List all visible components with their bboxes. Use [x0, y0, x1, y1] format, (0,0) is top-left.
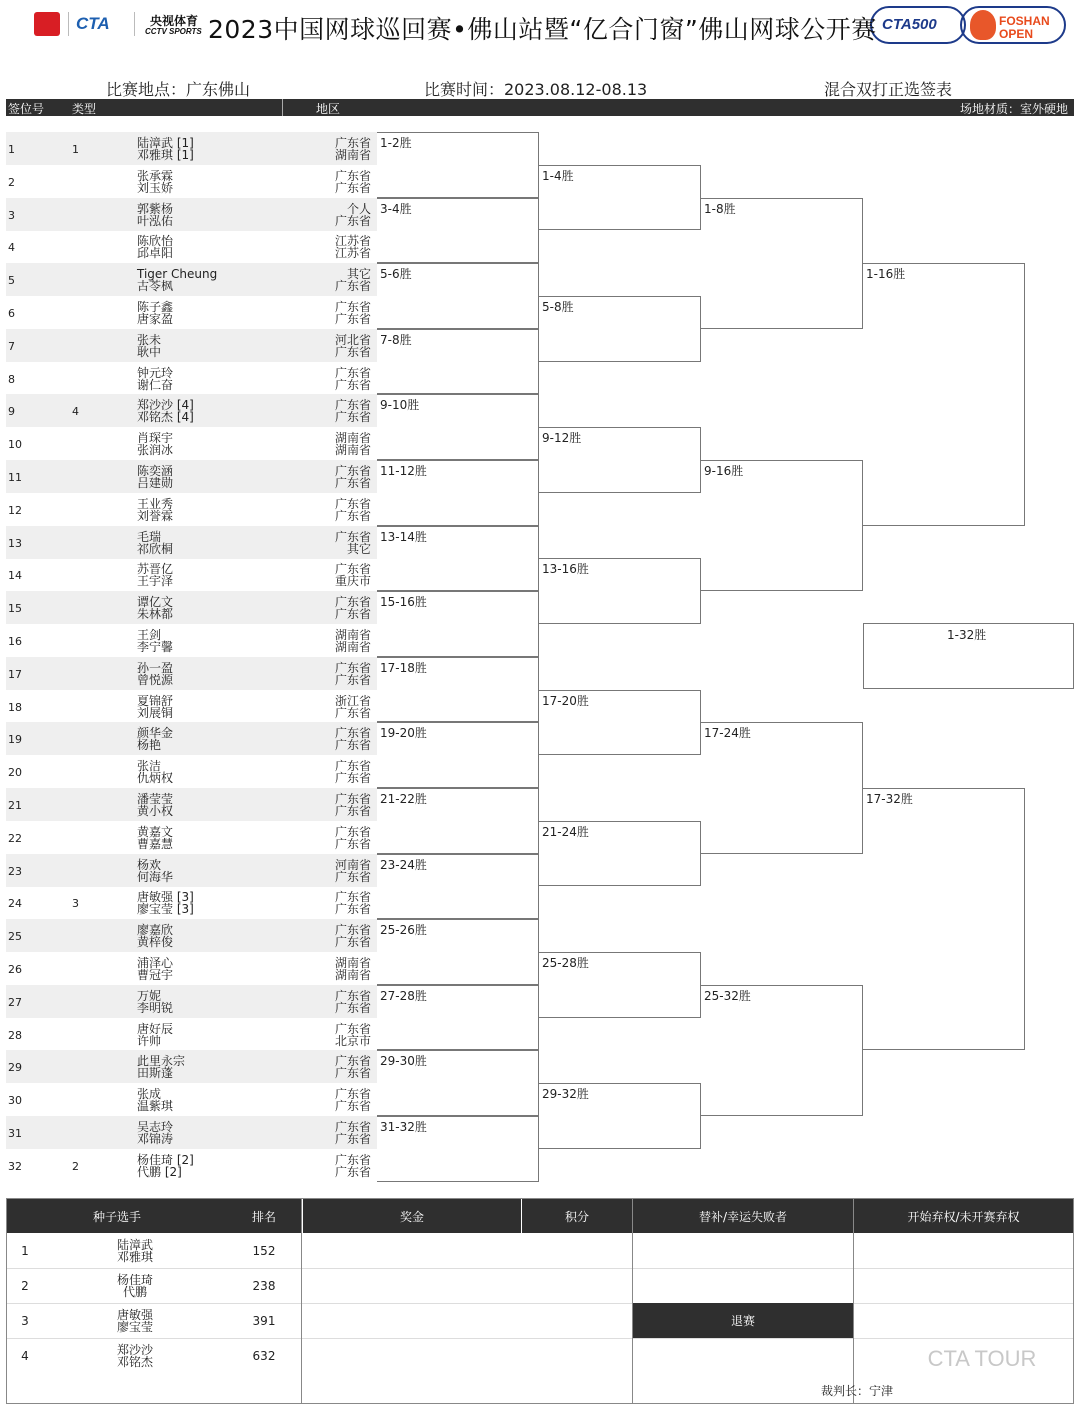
draw-row: [6, 1018, 377, 1051]
bracket-r3-box: [701, 722, 863, 853]
draw-position: 21: [8, 799, 22, 812]
player-2-region: 广东省: [334, 377, 371, 392]
player-1-region: 广东省: [334, 1087, 371, 1102]
draw-row: [6, 722, 377, 755]
bracket-r1-label: 27-28胜: [380, 988, 427, 1003]
col-type: 类型: [72, 102, 97, 116]
player-1-region: 广东省: [334, 988, 371, 1003]
surface-text: 场地材质：室外硬地: [959, 102, 1068, 116]
draw-position: 2: [8, 175, 15, 189]
seeds-header-points: 积分: [522, 1199, 632, 1233]
player-2-region: 湖南省: [334, 148, 371, 162]
player-1-region: 浙江省: [334, 693, 371, 708]
seed-ranking: 238: [252, 1278, 276, 1293]
player-1-name: 夏锦舒: [137, 693, 174, 708]
draw-row: [6, 919, 377, 952]
player-2-region: 广东省: [334, 738, 371, 753]
player-1-region: 广东省: [334, 562, 371, 577]
player-2-name: 黄梓俊: [137, 935, 174, 950]
cctv-sports-logo-cn: 央视体育: [150, 14, 199, 28]
player-2-region: 广东省: [334, 476, 371, 490]
seed-rank-number: 3: [21, 1313, 29, 1328]
player-1-name: Tiger Cheung: [137, 267, 218, 282]
logo-divider: [134, 12, 135, 36]
player-1-name: 唐敏强 [3]: [137, 890, 194, 905]
draw-position: 1: [8, 143, 15, 156]
draw-position: 7: [8, 339, 15, 353]
seed-ranking: 391: [252, 1313, 276, 1328]
foshan-open-logo-2: OPEN: [999, 27, 1034, 41]
draw-row: [6, 788, 377, 821]
player-1-region: 江苏省: [334, 234, 371, 249]
player-2-name: 谢仁奋: [137, 377, 174, 392]
seed-player-1: 郑沙沙: [116, 1342, 153, 1357]
bracket-r1-label: 17-18胜: [380, 660, 427, 675]
player-2-region: 广东省: [334, 312, 371, 326]
player-1-name: 杨欢: [137, 857, 162, 872]
bracket-r2-label: 17-20胜: [542, 693, 589, 708]
seed-ranking: 152: [252, 1243, 276, 1258]
player-2-name: 王宇泽: [137, 574, 174, 589]
player-2-region: 广东省: [334, 804, 371, 818]
bracket-r4-box: [863, 263, 1025, 525]
draw-position: 27: [8, 995, 22, 1009]
player-2-name: 曹嘉慧: [137, 836, 174, 851]
player-2-name: 许帅: [137, 1033, 162, 1048]
draw-position: 3: [8, 208, 15, 222]
player-2-name: 李宁馨: [137, 640, 174, 654]
bracket-r1-label: 11-12胜: [380, 464, 427, 478]
bracket-r2-label: 13-16胜: [542, 562, 589, 577]
player-1-name: 黄嘉文: [137, 824, 174, 839]
draw-position: 20: [8, 766, 22, 780]
player-1-name: 陈奕涵: [137, 464, 174, 478]
draw-position: 24: [8, 897, 22, 911]
china-tennis-logo: [34, 12, 60, 36]
player-2-name: 耿中: [137, 344, 162, 359]
withdrawn-badge: 退赛: [633, 1303, 853, 1338]
player-2-name: 刘誉霖: [137, 508, 174, 523]
player-2-region: 广东省: [334, 1164, 371, 1179]
player-2-name: 廖宝莹 [3]: [137, 902, 194, 917]
draw-position: 10: [8, 438, 22, 452]
player-1-name: 吴志玲: [137, 1120, 174, 1134]
player-2-name: 田斯蓬: [137, 1066, 174, 1081]
player-2-name: 吕建勋: [137, 476, 174, 490]
player-2-name: 刘玉娇: [137, 180, 174, 195]
player-2-name: 祁欣桐: [137, 541, 174, 556]
draw-position: 29: [8, 1061, 22, 1075]
player-1-region: 个人: [346, 201, 371, 216]
player-1-name: 钟元玲: [137, 365, 174, 380]
player-2-region: 广东省: [334, 344, 371, 359]
player-1-region: 广东省: [334, 890, 371, 905]
player-2-name: 古苓枫: [137, 279, 174, 294]
player-2-region: 广东省: [334, 672, 371, 687]
draw-position: 6: [8, 307, 15, 320]
player-1-region: 湖南省: [334, 956, 371, 970]
draw-row: [6, 690, 377, 723]
player-1-region: 广东省: [334, 136, 371, 150]
draw-row: [6, 1083, 377, 1116]
draw-position: 16: [8, 635, 22, 648]
draw-row: [6, 132, 377, 165]
player-1-name: 万妮: [137, 988, 162, 1003]
player-1-name: 王剑: [137, 628, 162, 642]
bracket-r4-label: 1-16胜: [866, 267, 906, 282]
bracket-r2-label: 21-24胜: [542, 824, 589, 839]
draw-row: [6, 624, 377, 657]
player-2-name: 邱卓阳: [137, 246, 174, 261]
player-2-name: 曹冠宇: [137, 968, 174, 982]
dates-text: 比赛时间：2023.08.12-08.13: [424, 80, 648, 99]
player-1-region: 广东省: [334, 1152, 371, 1167]
draw-row: [6, 854, 377, 887]
foshan-open-logo-1: FOSHAN: [999, 14, 1050, 28]
draw-row: [6, 493, 377, 526]
player-2-name: 叶泓佑: [137, 213, 174, 228]
bracket-r1-label: 29-30胜: [380, 1054, 427, 1069]
draw-row: [6, 1116, 377, 1149]
player-1-region: 广东省: [334, 660, 371, 675]
seeds-header-withdraw: 开始弃权/未开赛弃权: [854, 1199, 1073, 1233]
bracket-r2-label: 25-28胜: [542, 956, 589, 970]
draw-position: 15: [8, 602, 22, 616]
draw-row: [6, 198, 377, 231]
seed-player-2: 代鹏: [122, 1284, 147, 1299]
draw-row: [6, 394, 377, 427]
player-1-region: 广东省: [334, 726, 371, 741]
player-1-name: 毛瑞: [137, 529, 162, 544]
table-divider: [853, 1199, 854, 1403]
player-1-region: 广东省: [334, 1120, 371, 1134]
seed-player-1: 唐敏强: [116, 1307, 153, 1322]
draw-row: [6, 165, 377, 198]
player-1-region: 广东省: [334, 824, 371, 839]
bracket-r2-label: 1-4胜: [542, 168, 574, 183]
player-1-region: 湖南省: [334, 628, 371, 642]
draw-position: 12: [8, 503, 22, 517]
player-1-region: 广东省: [334, 529, 371, 544]
player-2-region: 广东省: [334, 869, 371, 884]
bracket-r3-label: 1-8胜: [704, 201, 736, 216]
draw-position: 8: [8, 372, 15, 386]
event-name-text: 混合双打正选签表: [824, 80, 953, 99]
draw-header-bar: [6, 99, 1074, 116]
player-1-region: 其它: [346, 267, 371, 282]
player-2-name: 邓锦涛: [137, 1132, 174, 1146]
player-1-region: 广东省: [334, 464, 371, 478]
draw-row: [6, 1149, 377, 1182]
player-1-name: 张未: [137, 332, 162, 347]
draw-position: 14: [8, 569, 22, 583]
seed-players: [43, 1303, 227, 1338]
draw-row: [6, 952, 377, 985]
bracket-r3-box: [701, 985, 863, 1116]
player-2-region: 广东省: [334, 705, 371, 720]
draw-row: [6, 329, 377, 362]
draw-row: [6, 1050, 377, 1083]
bracket-r3-label: 25-32胜: [704, 988, 751, 1003]
seed-rank-number: 1: [21, 1243, 29, 1258]
player-2-name: 邓铭杰 [4]: [137, 410, 194, 425]
bracket-r3-box: [701, 460, 863, 591]
player-2-region: 广东省: [334, 213, 371, 228]
draw-position: 30: [8, 1094, 22, 1108]
player-2-name: 温紫琪: [137, 1099, 174, 1114]
draw-row: [6, 296, 377, 329]
draw-position: 17: [8, 667, 22, 681]
player-1-region: 广东省: [334, 923, 371, 938]
seed-number: 3: [72, 897, 79, 911]
draw-row: [6, 362, 377, 395]
seed-player-1: 陆漳武: [116, 1237, 153, 1252]
col-region: 地区: [316, 102, 341, 116]
draw-position: 5: [8, 274, 15, 288]
player-2-region: 广东省: [334, 410, 371, 425]
bracket-r1-label: 13-14胜: [380, 529, 427, 544]
seeds-header-seed: 种子选手: [7, 1199, 227, 1233]
draw-row: [6, 427, 377, 460]
player-2-region: 湖南省: [334, 640, 371, 654]
draw-row: [6, 460, 377, 493]
player-2-region: 北京市: [334, 1033, 371, 1048]
bracket-r1-label: 7-8胜: [380, 332, 412, 347]
bracket-r1-label: 5-6胜: [380, 267, 412, 282]
seed-player-2: 廖宝莹: [116, 1319, 153, 1334]
seed-number: 2: [72, 1159, 79, 1173]
player-1-name: 颜华金: [137, 726, 174, 741]
seed-players: [43, 1268, 227, 1303]
draw-position: 19: [8, 733, 22, 747]
bracket-r1-label: 31-32胜: [380, 1120, 427, 1134]
bracket-r3-box: [701, 198, 863, 329]
draw-position: 25: [8, 930, 22, 944]
player-2-region: 广东省: [334, 508, 371, 523]
player-2-name: 唐家盈: [137, 312, 174, 326]
cctv-sports-logo-en: CCTV SPORTS: [145, 27, 202, 36]
bracket-r1-label: 25-26胜: [380, 923, 427, 938]
player-2-region: 广东省: [334, 771, 371, 786]
draw-position: 18: [8, 700, 22, 714]
referee-text: 裁判长：宁津: [820, 1383, 893, 1398]
player-1-region: 广东省: [334, 1054, 371, 1069]
player-2-name: 何海华: [137, 869, 174, 884]
player-2-region: 广东省: [334, 1000, 371, 1015]
seed-players: [43, 1233, 227, 1268]
seed-rank-number: 4: [21, 1348, 29, 1363]
player-2-region: 广东省: [334, 902, 371, 917]
draw-row: [6, 821, 377, 854]
player-1-name: 肖琛宇: [137, 431, 174, 446]
bracket-r3-label: 9-16胜: [704, 464, 744, 478]
player-2-region: 广东省: [334, 1066, 371, 1081]
player-1-region: 广东省: [334, 1021, 371, 1036]
player-1-name: 陆漳武 [1]: [137, 136, 194, 150]
draw-row: [6, 263, 377, 296]
player-1-name: 浦泽心: [137, 956, 174, 970]
player-2-region: 广东省: [334, 1099, 371, 1114]
draw-position: 11: [8, 471, 22, 484]
player-1-region: 广东省: [334, 595, 371, 610]
player-1-name: 王业秀: [137, 496, 174, 511]
bracket-r3-label: 17-24胜: [704, 726, 751, 741]
player-1-region: 广东省: [334, 300, 371, 314]
bracket-r1-label: 3-4胜: [380, 201, 412, 216]
draw-position: 13: [8, 536, 22, 550]
bracket-r4-label: 17-32胜: [866, 792, 913, 806]
bracket-r1-label: 15-16胜: [380, 595, 427, 610]
draw-position: 26: [8, 963, 22, 976]
player-1-name: 此里永宗: [137, 1054, 186, 1069]
seed-number: 4: [72, 405, 79, 419]
player-1-name: 孙一盈: [137, 660, 174, 675]
bracket-r1-label: 9-10胜: [380, 398, 420, 413]
cta-logo: CTA: [76, 14, 110, 33]
draw-row: [6, 755, 377, 788]
seed-player-2: 邓雅琪: [116, 1249, 153, 1264]
draw-row: [6, 526, 377, 559]
cta500-logo: CTA500: [882, 16, 937, 33]
seeds-header-prize: 奖金: [303, 1199, 521, 1233]
player-1-name: 苏晋亿: [137, 562, 174, 577]
player-2-name: 朱林都: [137, 607, 174, 622]
draw-position: 32: [8, 1159, 22, 1173]
player-2-region: 广东省: [334, 279, 371, 294]
player-1-region: 广东省: [334, 496, 371, 511]
draw-row: [6, 591, 377, 624]
draw-row: [6, 657, 377, 690]
seeds-table: [6, 1198, 1074, 1404]
draw-position: 31: [8, 1127, 22, 1140]
player-2-name: 张润冰: [137, 443, 174, 458]
draw-row: [6, 985, 377, 1018]
player-2-name: 仇炳权: [137, 771, 174, 786]
player-2-region: 江苏省: [334, 246, 371, 261]
player-2-region: 广东省: [334, 1132, 371, 1146]
seed-number: 1: [72, 143, 79, 156]
bracket-r1-label: 21-22胜: [380, 792, 427, 806]
player-1-name: 潘莹莹: [137, 792, 174, 806]
player-2-name: 刘展铜: [137, 705, 174, 720]
final-label: 1-32胜: [947, 628, 987, 642]
player-1-region: 河南省: [334, 857, 371, 872]
seed-ranking: 632: [252, 1348, 276, 1363]
seed-players: [43, 1338, 227, 1373]
player-2-name: 李明锐: [137, 1000, 174, 1015]
player-2-region: 湖南省: [334, 968, 371, 982]
player-2-region: 其它: [346, 541, 371, 556]
player-1-name: 张承霖: [137, 168, 174, 183]
player-1-name: 谭亿文: [137, 595, 174, 610]
player-1-region: 广东省: [334, 759, 371, 774]
draw-position: 23: [8, 864, 22, 878]
draw-row: [6, 886, 377, 919]
bracket-r4-box: [863, 788, 1025, 1050]
draw-row: [6, 230, 377, 263]
bracket-r2-label: 9-12胜: [542, 431, 582, 446]
seeds-header-alt: 替补/幸运失败者: [633, 1199, 853, 1233]
player-2-name: 杨艳: [137, 738, 162, 753]
player-1-region: 广东省: [334, 365, 371, 380]
table-divider: [301, 1199, 302, 1403]
player-2-name: 曾悦源: [137, 672, 174, 687]
seeds-header-rank: 排名: [227, 1199, 301, 1233]
player-1-name: 杨佳琦 [2]: [137, 1152, 194, 1167]
draw-position: 22: [8, 831, 22, 845]
header-divider: [282, 99, 283, 116]
player-1-name: 郑沙沙 [4]: [137, 398, 194, 413]
player-1-region: 河北省: [334, 332, 371, 347]
seed-player-2: 邓铭杰: [116, 1354, 153, 1369]
draw-position: 4: [8, 241, 15, 255]
player-1-region: 广东省: [334, 792, 371, 806]
player-2-region: 广东省: [334, 836, 371, 851]
player-1-name: 陈欣怡: [137, 234, 174, 249]
player-2-region: 广东省: [334, 935, 371, 950]
player-1-name: 廖嘉欣: [137, 923, 174, 938]
player-2-name: 黄小权: [137, 804, 174, 818]
player-1-name: 张成: [137, 1087, 162, 1102]
draw-position: 28: [8, 1028, 22, 1042]
player-1-name: 郭紫杨: [137, 201, 174, 216]
watermark-text: CTA TOUR: [927, 1346, 1037, 1371]
player-2-region: 重庆市: [334, 574, 371, 589]
seed-player-1: 杨佳琦: [116, 1272, 153, 1287]
bracket-r2-label: 5-8胜: [542, 300, 574, 314]
table-divider: [632, 1199, 633, 1403]
draw-position: 9: [8, 405, 15, 419]
player-1-name: 张洁: [137, 759, 162, 774]
player-1-region: 湖南省: [334, 431, 371, 446]
venue-text: 比赛地点：广东佛山: [106, 80, 251, 99]
bracket-r1-label: 1-2胜: [380, 136, 412, 150]
logo-divider: [68, 12, 69, 36]
player-1-name: 唐好辰: [137, 1021, 174, 1036]
player-2-region: 湖南省: [334, 443, 371, 458]
col-draw-position: 签位号: [8, 102, 45, 116]
bracket-r2-label: 29-32胜: [542, 1087, 589, 1102]
seed-rank-number: 2: [21, 1278, 29, 1293]
player-2-name: 邓雅琪 [1]: [137, 148, 194, 162]
player-2-region: 广东省: [334, 180, 371, 195]
bracket-r1-label: 23-24胜: [380, 857, 427, 872]
lion-mascot-icon: [970, 10, 996, 40]
page-title: 2023中国网球巡回赛•佛山站暨“亿合门窗”佛山网球公开赛: [208, 15, 877, 44]
player-1-name: 陈子鑫: [137, 300, 174, 314]
draw-row: [6, 558, 377, 591]
bracket-r1-label: 19-20胜: [380, 726, 427, 741]
player-1-region: 广东省: [334, 168, 371, 183]
player-1-region: 广东省: [334, 398, 371, 413]
player-2-name: 代鹏 [2]: [137, 1164, 182, 1179]
player-2-region: 广东省: [334, 607, 371, 622]
